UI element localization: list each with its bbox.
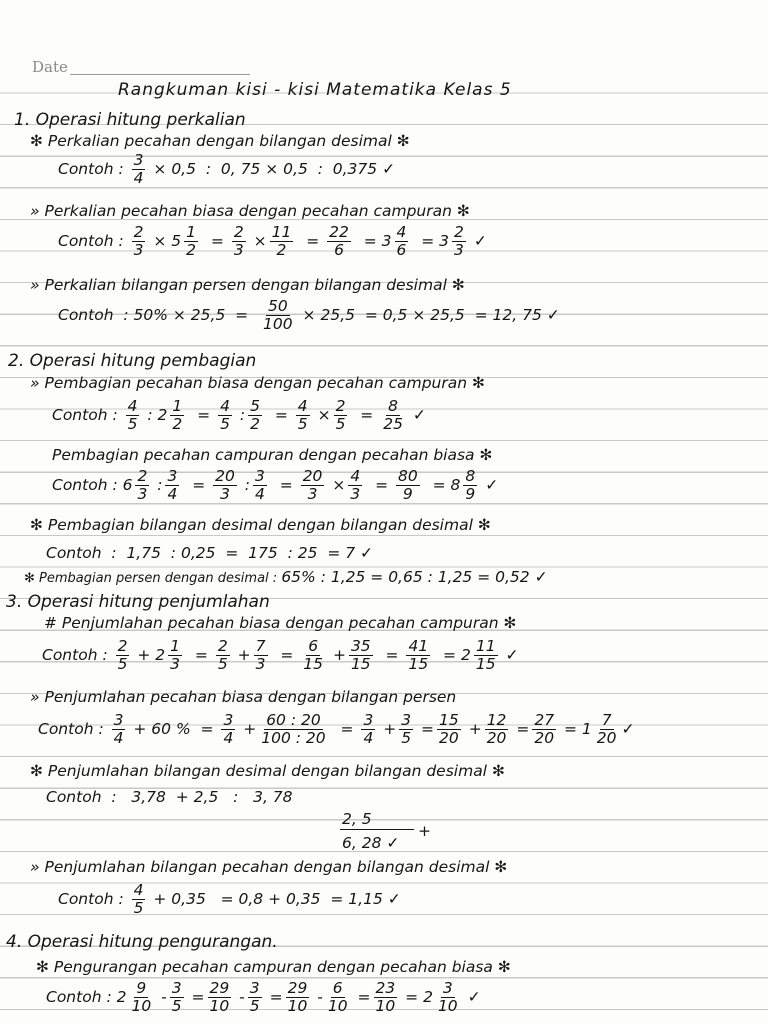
- section-heading: 1. Operasi hitung perkalian: [14, 110, 246, 130]
- fraction: $\frac{11}{2}$: [271, 223, 292, 260]
- sum-underline: [340, 829, 414, 830]
- fraction: $\frac{4}{5}$: [133, 881, 144, 918]
- example-line: 2, 5: [342, 810, 372, 828]
- section-subtitle: » Perkalian pecahan biasa dengan pecahan campuran ✻: [30, 202, 470, 220]
- fraction: $\frac{2}{3}$: [233, 223, 244, 260]
- checkmark-icon: ✓: [412, 406, 426, 425]
- section-subtitle: ✻ Pembagian bilangan desimal dengan bilangan desimal ✻: [30, 516, 491, 534]
- example-line: Contoh : $\frac{4}{5}$ : 2 $\frac{1}{2}$ = $\frac{4}{5}$ : $\frac{5}{2}$ = $\frac{4}{5}$ × $\frac{2}{5}$ = $\frac{8}{25}$ ✓: [52, 397, 426, 434]
- fraction: $\frac{11}{15}$: [475, 637, 496, 674]
- checkmark-icon: ✓: [505, 646, 519, 665]
- fraction: $\frac{3}{5}$: [171, 979, 182, 1016]
- bullet-icon: »: [30, 202, 45, 220]
- fraction: $\frac{4}{5}$: [127, 397, 138, 434]
- checkmark-icon: ✓: [621, 720, 635, 739]
- fraction: $\frac{8}{9}$: [465, 467, 476, 504]
- section-heading: 3. Operasi hitung penjumlahan: [6, 592, 270, 612]
- fraction: $\frac{35}{15}$: [350, 637, 371, 674]
- star-icon: ✻: [479, 446, 493, 464]
- checkmark-icon: ✓: [386, 834, 400, 852]
- example-line: Contoh : $\frac{2}{3}$ × 5 $\frac{1}{2}$ = $\frac{2}{3}$ × $\frac{11}{2}$ = $\frac{22}{6}$ = 3 $\frac{4}{6}$ = 3 $\frac{2}{3}$ ✓: [58, 223, 487, 260]
- fraction: $\frac{5}{2}$: [250, 397, 260, 434]
- fraction: $\frac{41}{15}$: [408, 637, 429, 674]
- fraction: $\frac{3}{4}$: [167, 467, 178, 504]
- date-label: Date: [32, 58, 68, 76]
- example-line: Contoh : 2 $\frac{9}{10}$ - $\frac{3}{5}$ = $\frac{29}{10}$ - $\frac{3}{5}$ = $\frac{29}{10}$ - $\frac{6}{10}$ = $\frac{23}{10}$ = 2 $\frac{3}{10}$ ✓: [46, 979, 481, 1016]
- fraction: $\frac{4}{6}$: [396, 223, 407, 260]
- fraction: $\frac{20}{3}$: [302, 467, 323, 504]
- fraction: $\frac{2}{5}$: [117, 637, 128, 674]
- page-top-margin: [0, 0, 768, 62]
- fraction: $\frac{50}{100}$: [263, 297, 293, 334]
- bullet-icon: ✻: [30, 516, 48, 534]
- example-line: Contoh : $\frac{2}{5}$ + 2 $\frac{1}{3}$ = $\frac{2}{5}$ + $\frac{7}{3}$ = $\frac{6}{15}$ + $\frac{35}{15}$ = $\frac{41}{15}$ = 2 $\frac{11}{15}$ ✓: [42, 637, 519, 674]
- fraction: $\frac{29}{10}$: [287, 979, 308, 1016]
- section-subtitle: ✻ Pengurangan pecahan campuran dengan pecahan biasa ✻: [36, 958, 511, 976]
- bullet-icon: »: [30, 858, 45, 876]
- fraction: $\frac{1}{3}$: [170, 637, 181, 674]
- fraction: $\frac{20}{3}$: [215, 467, 235, 504]
- fraction: $\frac{2}{3}$: [454, 223, 464, 260]
- example-line: Contoh : $\frac{3}{4}$ × 0,5 : 0, 75 × 0,5 : 0,375 ✓: [58, 151, 396, 188]
- bullet-icon: ✻: [24, 571, 40, 586]
- star-icon: ✻: [396, 132, 410, 150]
- fraction: $\frac{60 : 20}{100 : 20}$: [261, 711, 326, 748]
- plus-sign: +: [418, 822, 431, 840]
- checkmark-icon: ✓: [360, 544, 374, 562]
- star-icon: ✻: [491, 762, 505, 780]
- bullet-icon: »: [30, 276, 45, 294]
- fraction: $\frac{15}{20}$: [439, 711, 459, 748]
- fraction: $\frac{3}{5}$: [401, 711, 412, 748]
- bullet-icon: ✻: [30, 132, 48, 150]
- fraction: $\frac{80}{9}$: [398, 467, 418, 504]
- star-icon: ✻: [472, 374, 485, 392]
- bullet-icon: ✻: [30, 762, 48, 780]
- fraction: $\frac{9}{10}$: [131, 979, 152, 1016]
- fraction: $\frac{3}{10}$: [437, 979, 458, 1016]
- fraction: $\frac{1}{2}$: [186, 223, 197, 260]
- date-underline: [70, 74, 250, 75]
- example-line: Contoh : 50% × 25,5 = $\frac{50}{100}$ × 25,5 = 0,5 × 25,5 = 12, 75 ✓: [58, 297, 560, 334]
- fraction: $\frac{3}{4}$: [223, 711, 234, 748]
- star-icon: ✻: [497, 958, 511, 976]
- example-text: Contoh :: [58, 160, 124, 179]
- example-line: Contoh : 1,75 : 0,25 = 175 : 25 = 7 ✓: [46, 544, 374, 562]
- section-subtitle: Pembagian pecahan campuran dengan pecahan biasa ✻: [52, 446, 493, 464]
- section-subtitle: » Penjumlahan bilangan pecahan dengan bilangan desimal ✻: [30, 858, 508, 876]
- fraction: $\frac{6}{10}$: [327, 979, 348, 1016]
- checkmark-icon: ✓: [546, 306, 560, 325]
- fraction: $\frac{1}{2}$: [172, 397, 183, 434]
- section-subtitle: # Penjumlahan pecahan biasa dengan pecahan campuran ✻: [44, 614, 517, 632]
- section-heading: 2. Operasi hitung pembagian: [8, 351, 257, 371]
- example-line: Contoh : $\frac{4}{5}$ + 0,35 = 0,8 + 0,35 = 1,15 ✓: [58, 881, 401, 918]
- checkmark-icon: ✓: [382, 160, 396, 179]
- checkmark-icon: ✓: [387, 890, 401, 909]
- checkmark-icon: ✓: [485, 476, 499, 495]
- fraction: $\frac{27}{20}$: [534, 711, 555, 748]
- star-icon: ✻: [456, 202, 470, 220]
- fraction: $\frac{4}{5}$: [297, 397, 308, 434]
- fraction: $\frac{7}{20}$: [596, 711, 617, 748]
- star-icon: ✻: [494, 858, 508, 876]
- checkmark-icon: ✓: [473, 232, 487, 251]
- section-subtitle: » Pembagian pecahan biasa dengan pecahan campuran ✻: [30, 374, 485, 392]
- star-icon: ✻: [477, 516, 491, 534]
- example-line: Contoh : 3,78 + 2,5 : 3, 78: [46, 788, 293, 806]
- fraction: $\frac{2}{5}$: [335, 397, 346, 434]
- example-line: 6, 28 ✓: [342, 834, 400, 852]
- bullet-icon: ✻: [36, 958, 54, 976]
- fraction: $\frac{4}{3}$: [350, 467, 361, 504]
- fraction: $\frac{3}{4}$: [363, 711, 374, 748]
- fraction: $\frac{3}{4}$: [113, 711, 124, 748]
- fraction: $\frac{22}{6}$: [329, 223, 349, 260]
- fraction: $\frac{2}{3}$: [133, 223, 144, 260]
- section-heading: 4. Operasi hitung pengurangan.: [6, 932, 278, 952]
- fraction: $\frac{2}{5}$: [217, 637, 228, 674]
- star-icon: ✻: [503, 614, 517, 632]
- fraction: $\frac{3}{4}$: [255, 467, 265, 504]
- bullet-icon: #: [44, 614, 62, 632]
- fraction: $\frac{23}{10}$: [375, 979, 396, 1016]
- fraction: $\frac{3}{5}$: [249, 979, 260, 1016]
- section-subtitle: ✻ Perkalian pecahan dengan bilangan desimal ✻: [30, 132, 410, 150]
- fraction: $\frac{7}{3}$: [255, 637, 266, 674]
- page-title: Rangkuman kisi - kisi Matematika Kelas 5: [118, 80, 512, 100]
- section-subtitle: ✻ Pembagian persen dengan desimal : 65% : 1,25 = 0,65 : 1,25 = 0,52 ✓: [24, 568, 548, 586]
- example-line: Contoh : $\frac{3}{4}$ + 60 % = $\frac{3}{4}$ + $\frac{60 : 20}{100 : 20}$ = $\frac{3}{4}$ + $\frac{3}{5}$ = $\frac{15}{20}$ + $\frac{12}{20}$ = $\frac{27}{20}$ = 1 $\frac{7}{20}$ ✓: [38, 711, 635, 748]
- section-subtitle: ✻ Penjumlahan bilangan desimal dengan bilangan desimal ✻: [30, 762, 505, 780]
- checkmark-icon: ✓: [467, 988, 481, 1007]
- fraction: $\frac{2}{3}$: [137, 467, 148, 504]
- section-subtitle: » Perkalian bilangan persen dengan bilangan desimal ✻: [30, 276, 465, 294]
- fraction: $\frac{12}{20}$: [486, 711, 507, 748]
- bullet-icon: »: [30, 374, 45, 392]
- fraction: $\frac{29}{10}$: [209, 979, 230, 1016]
- bullet-icon: »: [30, 688, 45, 706]
- fraction: $\frac{3}{4}$: [133, 151, 144, 188]
- fraction: $\frac{6}{15}$: [303, 637, 324, 674]
- star-icon: ✻: [451, 276, 465, 294]
- fraction: $\frac{4}{5}$: [220, 397, 230, 434]
- example-line: Contoh : 6 $\frac{2}{3}$ : $\frac{3}{4}$ = $\frac{20}{3}$ : $\frac{3}{4}$ = $\frac{20}{3}$ × $\frac{4}{3}$ = $\frac{80}{9}$ = 8 $\frac{8}{9}$ ✓: [52, 467, 499, 504]
- fraction: $\frac{8}{25}$: [383, 397, 403, 434]
- section-subtitle: » Penjumlahan pecahan biasa dengan bilangan persen: [30, 688, 457, 706]
